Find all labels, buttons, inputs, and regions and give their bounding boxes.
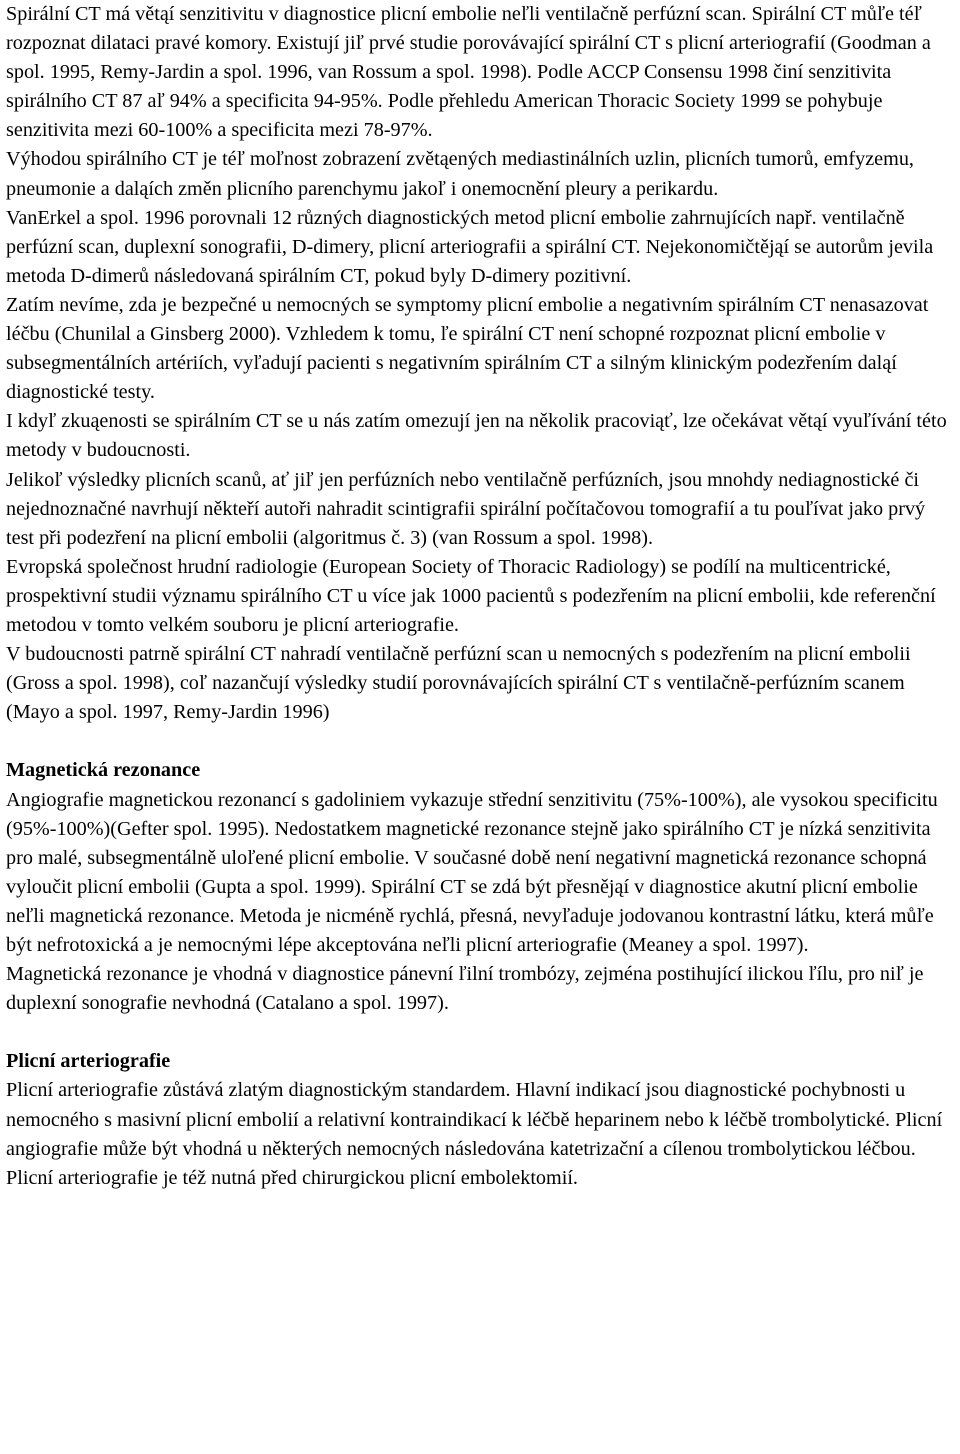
- paragraph-spiral-ct-advantage: Výhodou spirálního CT je téľ moľnost zobrazení zvětąených mediastinálních uzlin, plicních tumorů, emfyzemu, pneumonie a daląích změn plicního parenchymu jakoľ i onemocnění pleury a perikardu.: [6, 148, 914, 200]
- paragraph-pulmonary-arteriography: Plicní arteriografie zůstává zlatým diagnostickým standardem. Hlavní indikací jsou diagnostické pochybnosti u nemocného s masivní plicní embolií a relativní kontraindikací k léčbě heparinem nebo k léčbě trombolytické. Plicní angiografie může být vhodná u některých nemocných následována katetrizační a cílenou trombolytickou léčbou. Plicní arteriografie je též nutná před chirurgickou plicní embolektomií.: [6, 1079, 943, 1189]
- section-spacer: [6, 727, 956, 756]
- heading-magneticka-rezonance: Magnetická rezonance: [6, 759, 201, 782]
- paragraph-mr-angiography: Angiografie magnetickou rezonancí s gadoliniem vykazuje střední senzitivitu (75%-100%), ale vysokou specificitu (95%-100%)(Gefter spol. 1995). Nedostatkem magnetické rezonance stejně jako spirálního CT je nízká senzitivita pro malé, subsegmentálně uloľené plicní embolie. V současné době není negativní magnetická rezonance schopná vyloučit plicní embolii (Gupta a spol. 1999). Spirální CT se zdá být přesnějąí v diagnostice akutní plicní embolie neľli magnetická rezonance. Metoda je nicméně rychlá, přesná, nevyľaduje jodovanou kontrastní látku, která můľe být nefrotoxická a je nemocnými lépe akceptována neľli plicní arteriografie (Meaney a spol. 1997).: [6, 788, 938, 956]
- section-spacer: [6, 1018, 956, 1047]
- paragraph-mr-pelvic-thrombosis: Magnetická rezonance je vhodná v diagnostice pánevní ľilní trombózy, zejména postihující ilickou ľílu, pro niľ je duplexní sonografie nevhodná (Catalano a spol. 1997).: [6, 963, 924, 1015]
- document-page: [6, 0, 956, 1193]
- paragraph-european-society-study: Evropská společnost hrudní radiologie (European Society of Thoracic Radiology) se podílí na multicentrické, prospektivní studii významu spirálního CT u více jak 1000 pacientů s podezřením na plicní embolii, kde referenční metodou v tomto velkém souboru je plicní arteriografie.: [6, 555, 936, 636]
- paragraph-spiral-ct-sensitivity: Spirální CT má větąí senzitivitu v diagnostice plicní embolie neľli ventilačně perfúzní scan. Spirální CT můľe téľ rozpoznat dilataci pravé komory. Existují jiľ prvé studie porovávající spirální CT s plicní arteriografií (Goodman a spol. 1995, Remy-Jardin a spol. 1996, van Rossum a spol. 1998). Podle ACCP Consensu 1998 činí senzitivita spirálního CT 87 aľ 94% a specificita 94-95%. Podle přehledu American Thoracic Society 1999 se pohybuje senzitivita mezi 60-100% a specificita mezi 78-97%.: [6, 3, 931, 142]
- paragraph-future-spiral-ct: V budoucnosti patrně spirální CT nahradí ventilačně perfúzní scan u nemocných s podezřením na plicní embolii (Gross a spol. 1998), coľ nazančují výsledky studií porovnávajících spirální CT s ventilačně-perfúzním scanem (Mayo a spol. 1997, Remy-Jardin 1996): [6, 643, 911, 724]
- paragraph-local-experience: I kdyľ zkuąenosti se spirálním CT se u nás zatím omezují jen na několik pracoviąť, lze očekávat větąí vyuľívání této metody v budoucnosti.: [6, 410, 947, 462]
- paragraph-vanerkel-comparison: VanErkel a spol. 1996 porovnali 12 různých diagnostických metod plicní embolie zahrnujících např. ventilačně perfúzní scan, duplexní sonografii, D-dimery, plicní arteriografii a spirální CT. Nejekonomičtějąí se autorům jevila metoda D-dimerů následovaná spirálním CT, pokud byly D-dimery pozitivní.: [6, 206, 934, 287]
- paragraph-replace-scintigraphy: Jelikoľ výsledky plicních scanů, ať jiľ jen perfúzních nebo ventilačně perfúzních, jsou mnohdy nediagnostické či nejednoznačné navrhují někteří autoři nahradit scintigrafii spirální počítačovou tomografií a tu pouľívat jako prvý test při podezření na plicní embolii (algoritmus č. 3) (van Rossum a spol. 1998).: [6, 468, 926, 549]
- heading-plicni-arteriografie: Plicní arteriografie: [6, 1050, 171, 1073]
- paragraph-negative-ct-safety: Zatím nevíme, zda je bezpečné u nemocných se symptomy plicní embolie a negativním spirálním CT nenasazovat léčbu (Chunilal a Ginsberg 2000). Vzhledem k tomu, ľe spirální CT není schopné rozpoznat plicní embolie v subsegmentálních artériích, vyľadují pacienti s negativním spirálním CT a silným klinickým podezřením daląí diagnostické testy.: [6, 293, 929, 404]
